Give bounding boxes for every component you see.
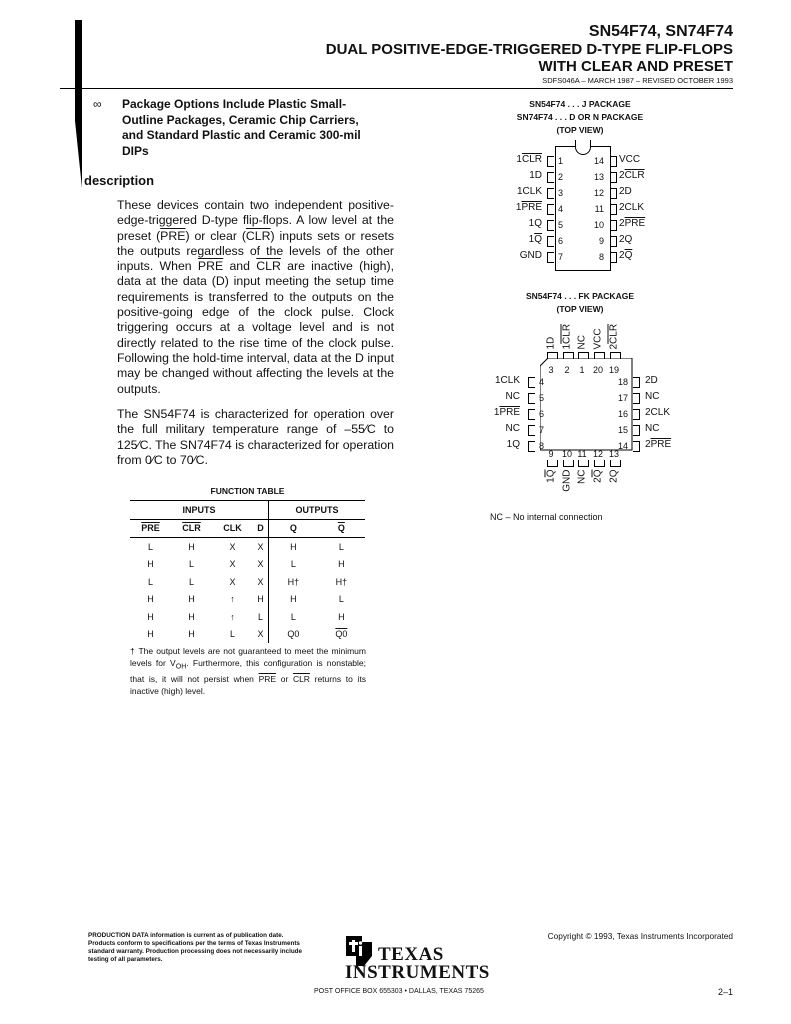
- dip-pin-label: 1CLK: [516, 186, 542, 197]
- dip-pin-label: 2D: [619, 186, 632, 197]
- description-paragraph-2: The SN54F74 is characterized for operation over the full military temperature range of –55⁄C to 125⁄C. The SN74F74 is characterized for operation from 0⁄C to 70⁄C.: [117, 407, 394, 467]
- col-header-clr: $\overline{CLR}$: [182, 523, 201, 534]
- table-cell: L: [338, 541, 344, 552]
- table-cell: ↑: [230, 594, 235, 605]
- dip-pin-number: 13: [593, 172, 604, 182]
- fk-pin-stub: [610, 352, 621, 359]
- fk-pin-stub: [578, 460, 589, 467]
- dip-pin-stub: [610, 236, 617, 247]
- table-cell: H: [147, 594, 154, 605]
- col-header-d: D: [253, 519, 269, 538]
- fk-left-pin-label: NC: [505, 423, 520, 434]
- dip-pin-stub: [547, 172, 554, 183]
- table-cell: L: [189, 576, 195, 587]
- dip-pin-label: VCC: [619, 154, 641, 165]
- table-cell: L: [338, 594, 344, 605]
- dip-pin-label: 2CLK: [619, 202, 645, 213]
- table-cell: X: [229, 559, 236, 570]
- margin-bar: [75, 20, 82, 188]
- dip-pin-stub: [547, 204, 554, 215]
- header-rule: [60, 88, 733, 89]
- table-row: [130, 538, 365, 556]
- fk-top-pin-label: 1D: [545, 336, 557, 350]
- title-line-1: DUAL POSITIVE-EDGE-TRIGGERED D-TYPE FLIP-FLOPS: [325, 41, 733, 58]
- dip-pin-stub: [547, 252, 554, 263]
- dip-pin-stub: [547, 156, 554, 167]
- table-cell: X: [229, 541, 236, 552]
- fk-pin-number: 10: [561, 449, 572, 459]
- fk-pin-number: 16: [617, 409, 628, 419]
- dip-pin-label: GND: [519, 250, 542, 261]
- part-numbers: SN54F74, SN74F74: [588, 23, 733, 40]
- dip-pin-number: 3: [558, 188, 564, 198]
- outputs-group-header: OUTPUTS: [269, 501, 365, 520]
- table-cell: H: [188, 611, 195, 622]
- fk-pin-number: 14: [617, 441, 628, 451]
- page-number: 2–1: [717, 987, 733, 997]
- fk-bottom-pin-label: NC: [576, 469, 588, 484]
- dip-pin-label: $2\overline{Q}$: [619, 250, 633, 261]
- dip-pin-number: 8: [598, 252, 604, 262]
- dip-pin-label: $2\overline{CLR}$: [619, 170, 645, 181]
- table-cell: H: [188, 594, 195, 605]
- table-cell: X: [229, 576, 236, 587]
- function-table-body: [130, 538, 365, 644]
- fk-pin-number: 4: [539, 377, 545, 387]
- table-cell: L: [148, 576, 154, 587]
- fk-top-pin-label: $1\overline{CLR}$: [561, 323, 573, 350]
- table-row: [130, 591, 365, 609]
- fk-pin-stub: [578, 352, 589, 359]
- dip-pin-stub: [610, 252, 617, 263]
- table-cell: H†: [335, 576, 348, 587]
- dip-pin-number: 2: [558, 172, 564, 182]
- table-cell: Q0: [335, 629, 348, 640]
- fk-pin-number: 15: [617, 425, 628, 435]
- fk-bottom-pin-label: GND: [561, 469, 573, 492]
- fk-pin-stub: [528, 409, 535, 420]
- table-cell: L: [253, 608, 269, 626]
- fk-pin-stub: [633, 377, 640, 388]
- table-cell: ↑: [230, 611, 235, 622]
- fk-pin-stub: [528, 393, 535, 404]
- table-cell: H: [290, 541, 297, 552]
- table-cell: X: [253, 556, 269, 574]
- dip-pin-number: 14: [593, 156, 604, 166]
- dip-pin-number: 11: [594, 204, 604, 214]
- table-cell: Q0: [287, 629, 300, 640]
- table-cell: H: [147, 611, 154, 622]
- table-row: [130, 556, 365, 574]
- fk-pin-stub: [594, 460, 605, 467]
- dip-pin-label: 1D: [529, 170, 542, 181]
- dip-pin-number: 4: [558, 204, 564, 214]
- production-data-notice: PRODUCTION DATA information is current as of publication date. Products conform to specifications per the terms of Texas Instruments standard warranty. Production processing does not necessarily include testing of all parameters.: [88, 932, 303, 963]
- table-row: [130, 626, 365, 644]
- dip-pin-stub: [547, 188, 554, 199]
- fk-pin-number: 20: [592, 365, 603, 375]
- package-options-feature: Package Options Include Plastic Small-Outline Packages, Ceramic Chip Carriers, and Standard Plastic and Ceramic 300-mil DIPs: [122, 97, 361, 158]
- dip-pin-number: 10: [593, 220, 604, 230]
- table-row: [130, 573, 365, 591]
- postal-address: POST OFFICE BOX 655303 • DALLAS, TEXAS 75265: [314, 988, 484, 995]
- dip-pin-label: $1\overline{CLR}$: [516, 154, 542, 165]
- dip-pin-number: 9: [598, 236, 604, 246]
- table-cell: L: [148, 541, 154, 552]
- dip-pin-number: 12: [593, 188, 604, 198]
- fk-bottom-pin-label: $2\overline{Q}$: [592, 469, 604, 483]
- ti-logo-text-texas: TEXAS: [378, 944, 444, 965]
- fk-pin-stub: [633, 409, 640, 420]
- fk-pin-stub: [528, 377, 535, 388]
- function-table-title: FUNCTION TABLE: [210, 486, 285, 496]
- fk-pin-stub: [528, 441, 535, 452]
- fk-pin-stub: [610, 460, 621, 467]
- document-id: SDFS046A – MARCH 1987 – REVISED OCTOBER 1993: [542, 76, 733, 85]
- fk-pin-number: 3: [548, 365, 554, 375]
- table-cell: H†: [287, 576, 300, 587]
- dip-pin-stub: [610, 204, 617, 215]
- title-line-2: WITH CLEAR AND PRESET: [538, 58, 733, 75]
- dip-package-title: SN54F74 . . . J PACKAGE SN74F74 . . . D OR N PACKAGE (TOP VIEW): [516, 99, 644, 135]
- fk-pin-stub: [563, 460, 574, 467]
- fk-top-pin-label: VCC: [592, 328, 604, 350]
- col-header-pre: $\overline{PRE}$: [141, 523, 160, 534]
- fk-pin-number: 5: [539, 393, 545, 403]
- fk-pin-number: 13: [608, 449, 619, 459]
- dip-pin-label: $1\overline{PRE}$: [515, 202, 542, 213]
- fk-right-pin-label: $2\overline{PRE}$: [645, 439, 672, 450]
- table-cell: H: [188, 541, 195, 552]
- fk-top-pin-label: $2\overline{CLR}$: [608, 323, 620, 350]
- fk-pin-stub: [633, 393, 640, 404]
- fk-pin-stub: [594, 352, 605, 359]
- dip-pin-stub: [610, 172, 617, 183]
- table-cell: X: [253, 626, 269, 644]
- fk-right-pin-label: 2CLK: [645, 407, 671, 418]
- fk-left-pin-label: 1CLK: [494, 375, 520, 386]
- fk-top-pin-label: NC: [576, 335, 588, 350]
- dip-pin-stub: [547, 220, 554, 231]
- ti-logo-text-instruments: INSTRUMENTS: [345, 962, 490, 983]
- fk-pin-stub: [633, 425, 640, 436]
- function-table: [130, 500, 365, 643]
- fk-right-pin-label: NC: [645, 391, 660, 402]
- dip-pin-number: 6: [558, 236, 564, 246]
- table-cell: L: [189, 559, 195, 570]
- fk-pin-number: 1: [579, 365, 585, 375]
- table-cell: H: [253, 591, 269, 609]
- table-cell: L: [230, 629, 236, 640]
- fk-pin-number: 6: [539, 409, 545, 419]
- fk-pin-stub: [547, 352, 558, 359]
- dip-pin-number: 5: [558, 220, 564, 230]
- table-cell: H: [338, 611, 345, 622]
- dip-pin-stub: [610, 156, 617, 167]
- dip-pin-label: $1\overline{Q}$: [528, 234, 542, 245]
- table-cell: H: [147, 559, 154, 570]
- table-row: [130, 608, 365, 626]
- fk-pin-stub: [547, 460, 558, 467]
- dip-pin-label: $2\overline{PRE}$: [619, 218, 646, 229]
- fk-pin-number: 18: [617, 377, 628, 387]
- table-cell: H: [290, 594, 297, 605]
- fk-pin-number: 2: [564, 365, 570, 375]
- dip-pin-number: 7: [558, 252, 564, 262]
- dip-pin-label: 1Q: [528, 218, 542, 229]
- function-table-footnote: † The output levels are not guaranteed to meet the minimum levels for $V_{OH}$. Furthermore, this configuration is nonstable; that is, it will not persist when $\overline{PRE}$ or $\overline{CLR}$ returns to its inactive (high) level.: [130, 646, 367, 696]
- col-header-q: Q: [289, 523, 297, 534]
- fk-pin-stub: [633, 441, 640, 452]
- table-cell: H: [338, 559, 345, 570]
- fk-pin-number: 17: [617, 393, 628, 403]
- fk-package-title: SN54F74 . . . FK PACKAGE (TOP VIEW): [525, 291, 634, 314]
- fk-left-pin-label: NC: [505, 391, 520, 402]
- fk-pin-number: 9: [548, 449, 554, 459]
- fk-bottom-pin-label: 2Q: [608, 469, 620, 483]
- fk-left-pin-label: $1\overline{PRE}$: [493, 407, 520, 418]
- fk-pin-number: 11: [577, 449, 587, 459]
- copyright: Copyright © 1993, Texas Instruments Incorporated: [547, 931, 733, 941]
- dip-pin-stub: [547, 236, 554, 247]
- dip-pin-label: 2Q: [619, 234, 633, 245]
- description-paragraph-1: These devices contain two independent positive-edge-triggered D-type flip-flops. A low level at the preset $(\overline{PRE})$ or clear $(\overline{CLR})$ inputs sets or resets the outputs regardless of the levels of the other inputs. When $\overline{PRE}$ and $\overline{CLR}$ are inactive (high), data at the data (D) input meeting the setup time requirements is transferred to the outputs on the positive-going edge of the clock pulse. Clock triggering occurs at a voltage level and is not directly related to the rise time of the clock pulse. Following the hold-time interval, data at the D input may be changed without affecting the levels at the outputs.: [117, 198, 395, 396]
- inputs-group-header: INPUTS: [130, 501, 269, 520]
- table-cell: H: [147, 629, 154, 640]
- table-cell: L: [290, 611, 296, 622]
- col-header-qbar: $\overline{Q}$: [337, 523, 345, 534]
- fk-bottom-pin-label: $1\overline{Q}$: [545, 469, 557, 483]
- dip-pin-stub: [610, 220, 617, 231]
- fk-right-pin-label: NC: [645, 423, 660, 434]
- dip-pin-stub: [610, 188, 617, 199]
- table-cell: H: [188, 629, 195, 640]
- fk-pin-stub: [528, 425, 535, 436]
- nc-note: NC – No internal connection: [490, 512, 603, 522]
- fk-pin-number: 19: [608, 365, 619, 375]
- dip-pin-number: 1: [558, 156, 564, 166]
- fk-pin-stub: [563, 352, 574, 359]
- fk-left-pin-label: 1Q: [506, 439, 520, 450]
- table-cell: X: [253, 538, 269, 556]
- table-cell: X: [253, 573, 269, 591]
- fk-pin-number: 7: [539, 425, 545, 435]
- bullet-icon: ∞: [93, 97, 102, 111]
- table-cell: L: [290, 559, 296, 570]
- fk-pin-number: 8: [539, 441, 545, 451]
- fk-pin-number: 12: [592, 449, 603, 459]
- fk-right-pin-label: 2D: [645, 375, 658, 386]
- description-heading: description: [84, 173, 155, 188]
- col-header-clk: CLK: [223, 523, 242, 534]
